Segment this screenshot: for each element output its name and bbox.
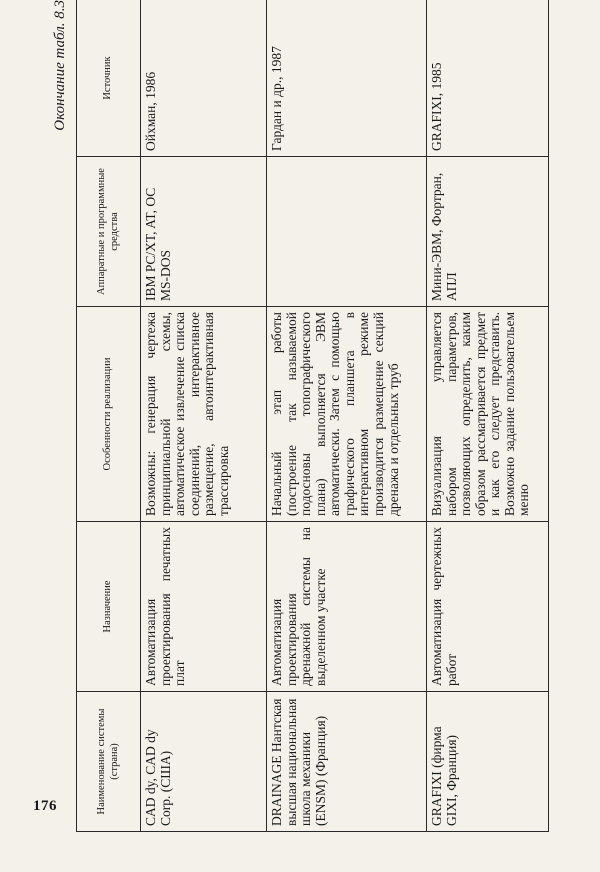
- cell-features: Возможны: генерация чертежа принципиальной схемы, автоматическое извлечение списка соединений, интерактивное размещение, автоинтерактивная трассировка: [141, 307, 267, 522]
- systems-table: [76, 0, 549, 832]
- table-header-row: [77, 0, 141, 832]
- rotated-table-region: [52, 0, 548, 832]
- cell-purpose: Автоматизация проектирования печатных плат: [141, 522, 267, 692]
- table-row: [141, 0, 267, 832]
- cell-name: CAD dy, CAD dy Corp. (США): [141, 692, 267, 832]
- cell-hardware: IBM PC/XT, AT, ОС MS-DOS: [141, 157, 267, 307]
- cell-hardware: Мини-ЭВМ, Фортран, АПЛ: [427, 157, 549, 307]
- cell-purpose: Автоматизация проектирования дренажной системы на выделенном участке: [267, 522, 427, 692]
- cell-purpose: Автоматизация чертежных работ: [427, 522, 549, 692]
- table-row: [427, 0, 549, 832]
- cell-features: Визуализация управляется набором параметров, позволяющих определить, каким образом рассматривается предмет и как его следует представить. Возможно задание пользовательем меню: [427, 307, 549, 522]
- header-hardware: Аппаратные и программные средства: [77, 157, 141, 307]
- cell-name: DRAINAGE Нантская высшая национальная школа механики (ENSM) (Франция): [267, 692, 427, 832]
- header-features: Особенности реализации: [77, 307, 141, 522]
- cell-source: Ойхман, 1986: [141, 0, 267, 157]
- table-row: [267, 0, 427, 832]
- header-purpose: Назначение: [77, 522, 141, 692]
- cell-source: GRAFIXI, 1985: [427, 0, 549, 157]
- cell-source: Гардан и др., 1987: [267, 0, 427, 157]
- cell-features: Начальный этап работы (построение так называемой подосновы топографического плана) выполняется ЭВМ автоматически. Затем с помощью графического планшета в интерактивном режиме производится размещение секций дренажа и отдельных труб: [267, 307, 427, 522]
- page-number: 176: [33, 798, 57, 814]
- header-source: Источник: [77, 0, 141, 157]
- header-name: Наименование системы (страна): [77, 692, 141, 832]
- cell-hardware: [267, 157, 427, 307]
- cell-name: GRAFIXI (фирма GIXI, Франция): [427, 692, 549, 832]
- table-caption: Окончание табл. 8.3: [52, 0, 68, 131]
